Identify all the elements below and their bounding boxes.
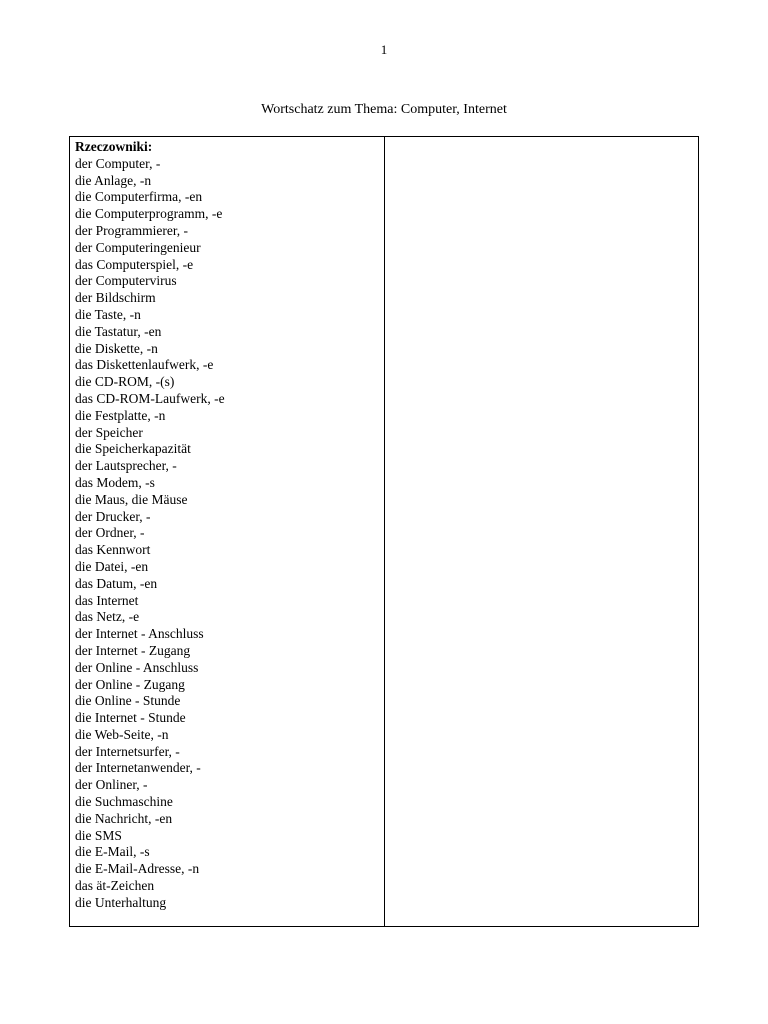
noun-entry: die CD-ROM, -(s): [75, 374, 175, 390]
translation-cell: [385, 137, 698, 926]
noun-entry: das CD-ROM-Laufwerk, -e: [75, 390, 225, 406]
noun-entry: die Internet - Stunde: [75, 710, 186, 726]
document-title: Wortschatz zum Thema: Computer, Internet: [261, 102, 507, 117]
noun-entry: die SMS: [75, 827, 122, 843]
noun-entry: der Computervirus: [75, 273, 177, 289]
noun-entry: die Online - Stunde: [75, 693, 181, 709]
noun-entry: die Tastatur, -en: [75, 323, 162, 339]
nouns-cell: [70, 137, 385, 926]
noun-entry: der Internetsurfer, -: [75, 743, 180, 759]
noun-entry: der Computeringenieur: [75, 239, 201, 255]
noun-entry: das Modem, -s: [75, 474, 155, 490]
noun-entry: die Computerfirma, -en: [75, 189, 203, 205]
noun-entry: das Netz, -e: [75, 609, 140, 625]
noun-entry: die Anlage, -n: [75, 172, 152, 188]
noun-entry: der Drucker, -: [75, 508, 151, 524]
noun-entry: der Speicher: [75, 424, 143, 440]
noun-list: [75, 156, 384, 912]
noun-entry: die Unterhaltung: [75, 894, 167, 910]
noun-entry: die Web-Seite, -n: [75, 726, 169, 742]
noun-entry: die E-Mail-Adresse, -n: [75, 861, 200, 877]
noun-entry: das Internet: [75, 592, 139, 608]
noun-entry: der Programmierer, -: [75, 222, 189, 238]
noun-entry: der Ordner, -: [75, 525, 145, 541]
noun-entry: der Online - Zugang: [75, 676, 185, 692]
noun-entry: die Festplatte, -n: [75, 407, 166, 423]
noun-entry: das Diskettenlaufwerk, -e: [75, 357, 214, 373]
noun-entry: der Internet - Zugang: [75, 642, 191, 658]
nouns-heading: Rzeczowniki:: [75, 139, 153, 154]
noun-entry: das Computerspiel, -e: [75, 256, 194, 272]
noun-entry: die Nachricht, -en: [75, 810, 173, 826]
noun-entry: der Internet - Anschluss: [75, 626, 204, 642]
noun-entry: die Taste, -n: [75, 306, 141, 322]
noun-entry: das ät-Zeichen: [75, 878, 155, 894]
noun-entry: die Suchmaschine: [75, 794, 173, 810]
noun-entry: der Lautsprecher, -: [75, 458, 177, 474]
noun-entry: der Online - Anschluss: [75, 659, 199, 675]
noun-entry: der Computer, -: [75, 155, 161, 171]
noun-entry: der Onliner, -: [75, 777, 148, 793]
page-number: 1: [380, 42, 388, 57]
noun-entry: die Diskette, -n: [75, 340, 158, 356]
noun-entry: das Kennwort: [75, 542, 151, 558]
noun-entry: die Speicherkapazität: [75, 441, 191, 457]
vocabulary-table: [69, 136, 699, 927]
noun-entry: das Datum, -en: [75, 575, 158, 591]
noun-entry: die E-Mail, -s: [75, 844, 150, 860]
noun-entry: der Internetanwender, -: [75, 760, 201, 776]
noun-entry: die Computerprogramm, -e: [75, 206, 223, 222]
noun-entry: der Bildschirm: [75, 290, 156, 306]
noun-entry: die Datei, -en: [75, 558, 149, 574]
noun-entry: die Maus, die Mäuse: [75, 491, 188, 507]
